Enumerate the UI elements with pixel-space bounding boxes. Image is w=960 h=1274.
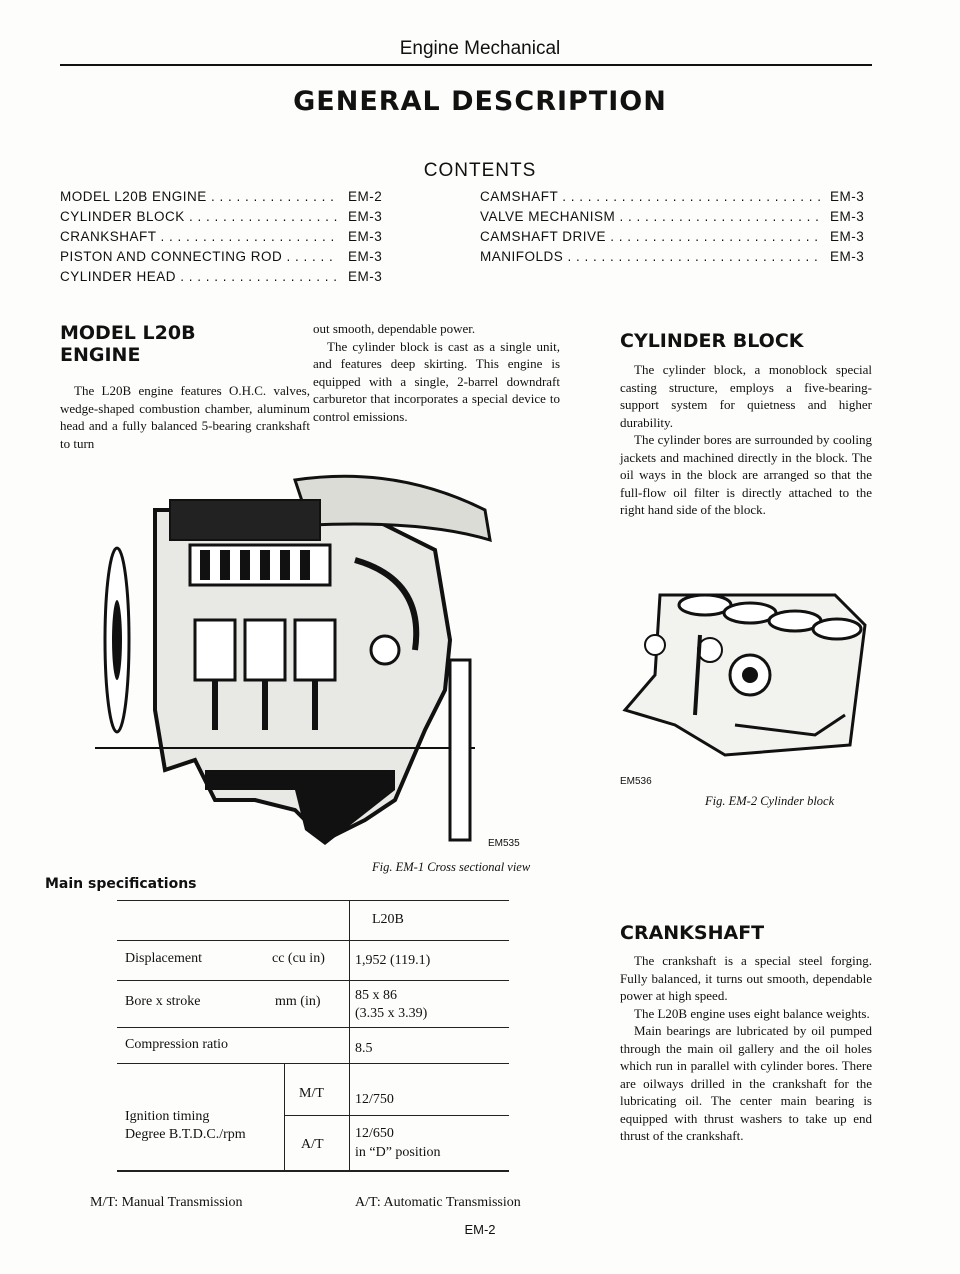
table-rule: [117, 1170, 509, 1172]
toc-entry[interactable]: [480, 227, 872, 247]
crankshaft-para: The L20B engine uses eight balance weights.: [634, 1005, 870, 1021]
model-engine-section: [60, 322, 310, 452]
toc-entry[interactable]: [60, 247, 390, 267]
table-rule: [284, 1115, 509, 1116]
specs-heading: Main specifications: [45, 876, 197, 892]
spec-value: (3.35 x 3.39): [355, 1006, 428, 1021]
contents-title: CONTENTS: [423, 160, 537, 181]
cylinder-block-illustration: [615, 575, 870, 760]
spec-label: Bore x stroke: [125, 994, 201, 1009]
toc-label: CAMSHAFT . . .: [480, 187, 820, 207]
table-rule: [117, 900, 509, 901]
toc-entry[interactable]: [60, 227, 390, 247]
table-rule: [117, 980, 509, 981]
toc-left-column: [60, 187, 390, 287]
toc-label: CAMSHAFT DRIVE . . .: [480, 227, 820, 247]
crankshaft-text: [620, 952, 872, 1145]
table-rule: [349, 900, 350, 1170]
toc-page: EM-3: [830, 189, 865, 204]
model-engine-para: The cylinder block is cast as a single unit, and features deep skirting. This engine is equipped with a single, 2-barrel downdraft carburetor that incorporates a special device to control emissions.: [313, 338, 560, 424]
footnote-automatic: A/T: Automatic Transmission: [355, 1195, 521, 1210]
toc-page: EM-3: [348, 229, 383, 244]
toc-label: CYLINDER HEAD . . .: [60, 267, 338, 287]
header-rule: [60, 64, 872, 66]
model-engine-para: The L20B engine features O.H.C. valves, wedge-shaped combustion chamber, aluminum head and a fully balanced 5-bearing crankshaft to turn: [60, 383, 310, 451]
figure2-code: EM536: [620, 776, 652, 787]
toc-entry[interactable]: [480, 207, 872, 227]
spec-sublabel: M/T: [299, 1086, 324, 1101]
toc-page: EM-3: [830, 209, 865, 224]
figure1-caption: Fig. EM-1 Cross sectional view: [372, 860, 531, 874]
spec-value: 85 x 86: [355, 988, 397, 1003]
table-rule: [117, 1063, 509, 1064]
toc-entry[interactable]: [480, 247, 872, 267]
figure2-caption: Fig. EM-2 Cylinder block: [705, 794, 835, 808]
figure1-code: EM535: [488, 838, 520, 849]
toc-label: MODEL L20B ENGINE . . .: [60, 187, 338, 207]
spec-label: Degree B.T.D.C./rpm: [125, 1127, 246, 1142]
spec-label: Displacement: [125, 951, 202, 966]
model-engine-text: [60, 382, 310, 452]
model-engine-para-continued: out smooth, dependable power.: [313, 321, 476, 336]
crankshaft-para: Main bearings are lubricated by oil pumped through the main oil gallery and the oil holes which run in parallel with cylinder bores. There are oilways drilled in the crankshaft for the lubricating oil. The center main bearing is equipped with thrust washers to take up end thrust of the crankshaft.: [620, 1023, 872, 1143]
table-rule: [117, 1027, 509, 1028]
toc-label: CRANKSHAFT . . .: [60, 227, 338, 247]
cylinder-block-heading: CYLINDER BLOCK: [620, 330, 804, 352]
toc-page: EM-3: [830, 249, 865, 264]
spec-value: 8.5: [355, 1041, 373, 1056]
spec-sublabel: A/T: [301, 1137, 324, 1152]
cylinder-block-para: The cylinder bores are surrounded by cooling jackets and machined directly in the block. The oil ways in the block are arranged so that the full-flow oil filter is directly attached to the right hand side of the block.: [620, 432, 872, 517]
toc-page: EM-3: [830, 229, 865, 244]
spec-label: Compression ratio: [125, 1037, 229, 1052]
crankshaft-heading: CRANKSHAFT: [620, 922, 765, 944]
crankshaft-para: The crankshaft is a special steel forging. Fully balanced, it turns out smooth, dependable power at high speed.: [620, 953, 872, 1003]
toc-entry[interactable]: [60, 187, 390, 207]
spec-unit: mm (in): [275, 994, 321, 1009]
spec-unit: cc (cu in): [272, 951, 325, 966]
spec-value: 12/750: [355, 1092, 394, 1107]
running-header: Engine Mechanical: [399, 38, 561, 59]
spec-value: in “D” position: [355, 1145, 441, 1160]
toc-entry[interactable]: [480, 187, 872, 207]
cylinder-block-text: [620, 361, 872, 519]
toc-entry[interactable]: [60, 267, 390, 287]
toc-label: PISTON AND CONNECTING ROD . . .: [60, 247, 338, 267]
toc-page: EM-3: [348, 269, 383, 284]
spec-label: Ignition timing: [125, 1109, 210, 1124]
spec-value: 1,952 (119.1): [355, 953, 431, 968]
toc-right-column: [480, 187, 872, 267]
toc-label: CYLINDER BLOCK . . .: [60, 207, 338, 227]
table-rule: [117, 940, 509, 941]
cylinder-block-para: The cylinder block, a monoblock special casting structure, employs a five-bearing-support system for quietness and higher durability.: [620, 362, 872, 430]
crankshaft-section: [620, 922, 872, 1145]
toc-label: VALVE MECHANISM . . .: [480, 207, 820, 227]
toc-entry[interactable]: [60, 207, 390, 227]
toc-page: EM-3: [348, 249, 383, 264]
cylinder-block-section: [620, 330, 872, 519]
spec-value: 12/650: [355, 1126, 394, 1141]
model-engine-text-continued: [313, 320, 560, 425]
specifications-table: [117, 900, 509, 1185]
page-title: GENERAL DESCRIPTION: [293, 86, 667, 117]
model-engine-heading: MODEL L20B ENGINE: [60, 322, 196, 366]
page-number: EM-2: [464, 1222, 496, 1237]
spec-column-header: L20B: [372, 912, 404, 927]
toc-page: EM-2: [348, 189, 383, 204]
table-rule: [284, 1063, 285, 1170]
footnote-manual: M/T: Manual Transmission: [90, 1195, 243, 1210]
engine-cross-section-illustration: [95, 470, 515, 850]
toc-label: MANIFOLDS . . .: [480, 247, 820, 267]
toc-page: EM-3: [348, 209, 383, 224]
